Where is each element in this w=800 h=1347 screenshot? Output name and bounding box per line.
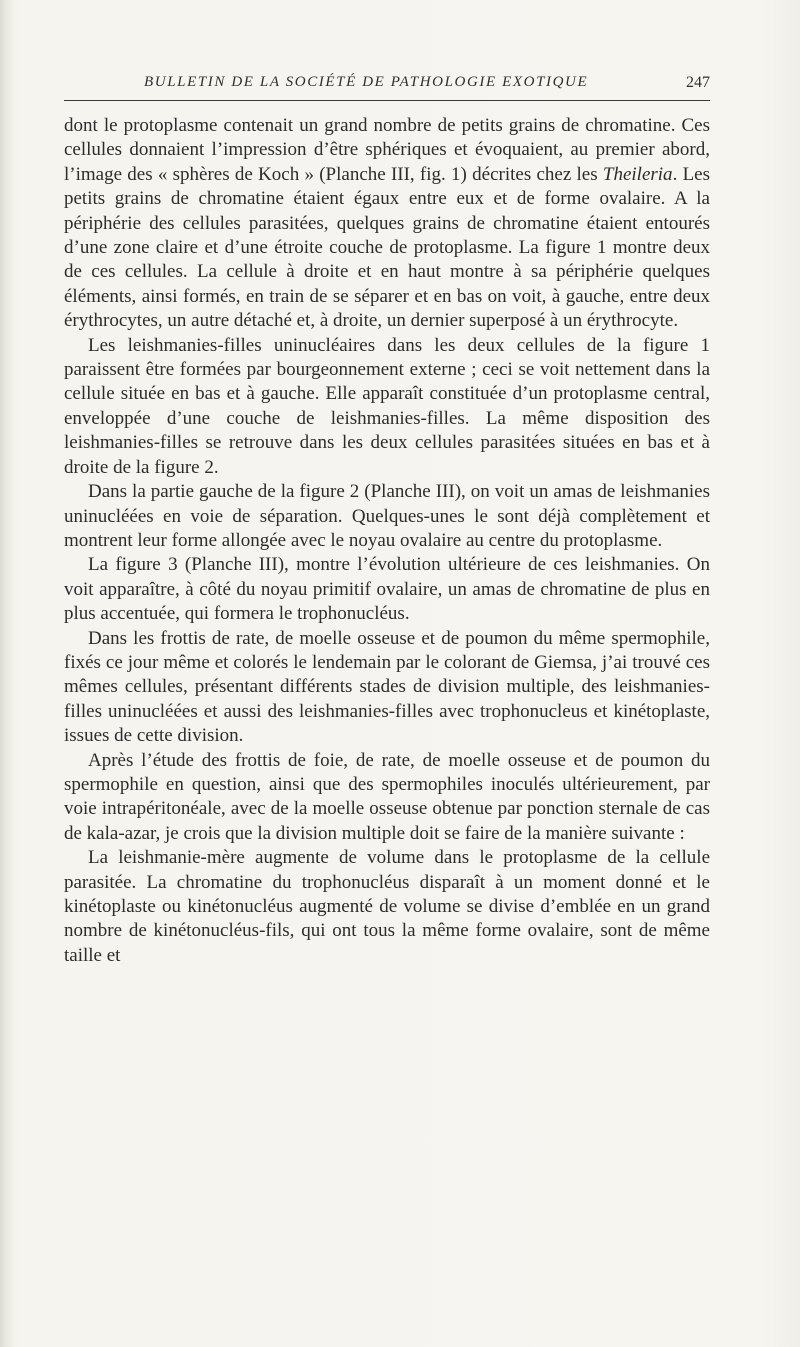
body-text (64, 114, 710, 968)
paragraph-3: Dans la partie gauche de la figure 2 (Planche III), on voit un amas de leishmanies uninucléées en voie de séparation. Quelques-unes le sont déjà complètement et montrent leur forme allongée avec le noyau ovalaire au centre du protoplasme. (64, 481, 710, 551)
paragraph-1 (64, 114, 710, 334)
binding-edge (0, 0, 14, 1347)
paragraph-5: Dans les frottis de rate, de moelle osseuse et de poumon du même spermophile, fixés ce jour même et colorés le lendemain par le colorant de Giemsa, j’ai trouvé ces mêmes cellules, présentant différents stades de division multiple, des leishmanies-filles uninucléées et aussi des leishmanies-filles avec trophonucleus et kinétoplaste, issues de cette division. (64, 627, 710, 747)
paragraph-1-text-before: dont le protoplasme contenait un grand nombre de petits grains de chromatine. Ces cellules donnaient l’impression d’être sphériques et évoquaient, au premier abord, l’image des « sphères de Koch » (Planche III, fig. 1) décrites chez les (64, 115, 710, 185)
page-number: 247 (686, 74, 710, 91)
genus-name-theileria: Theileria (602, 163, 673, 185)
paragraph-6: Après l’étude des frottis de foie, de rate, de moelle osseuse et de poumon du spermophile en question, ainsi que des spermophiles inoculés ultérieurement, par voie intrapéritonéale, avec de la moelle osseuse obtenue par ponction sternale de cas de kala-azar, je crois que la division multiple doit se faire de la manière suivante : (64, 749, 710, 844)
paragraph-4: La figure 3 (Planche III), montre l’évolution ultérieure de ces leishmanies. On voit apparaître, à côté du noyau primitif ovalaire, un amas de chromatine de plus en plus accentuée, qui formera le trophonucléus. (64, 554, 710, 625)
paragraph-2: Les leishmanies-filles uninucléaires dans les deux cellules de la figure 1 paraissent être formées par bourgeonnement externe ; ceci se voit nettement dans la cellule située en bas et à gauche. Elle apparaît constituée d’un protoplasme central, enveloppée d’une couche de leishmanies-filles. La même disposition des leishmanies-filles se retrouve dans les deux cellules parasitées situées en bas et à droite de la figure 2. (64, 334, 710, 478)
running-title: BULLETIN DE LA SOCIÉTÉ DE PATHOLOGIE EXOTIQUE (144, 74, 589, 90)
paragraph-7: La leishmanie-mère augmente de volume dans le protoplasme de la cellule parasitée. La chromatine du trophonucléus disparaît à un moment donné et le kinétoplaste ou kinétonucléus augmenté de volume se divise d’emblée en un grand nombre de kinétonucléus-fils, qui ont tous la même forme ovalaire, sont de même taille et (64, 847, 710, 966)
paragraph-1-text-after: . Les petits grains de chromatine étaient égaux entre eux et de forme ovalaire. A la périphérie des cellules parasitées, quelques grains de chromatine étaient entourés d’une zone claire et d’une étroite couche de protoplasme. La figure 1 montre deux de ces cellules. La cellule à droite et en haut montre à sa périphérie quelques éléments, ainsi formés, en train de se séparer et en bas on voit, à gauche, entre deux érythrocytes, un autre détaché et, à droite, un dernier superposé à un érythrocyte. (64, 163, 711, 332)
page-header (64, 68, 712, 98)
header-rule (64, 100, 710, 101)
